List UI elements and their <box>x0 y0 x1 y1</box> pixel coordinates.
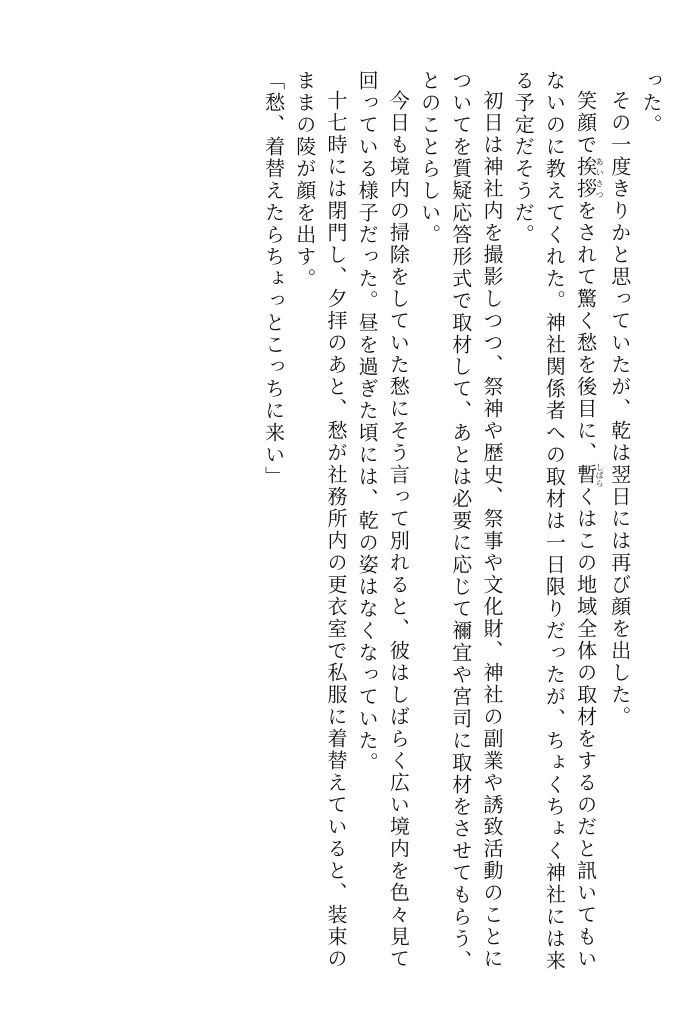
vertical-text-body <box>257 70 666 975</box>
text-segment: 笑顔で <box>573 90 598 156</box>
ruby-base: 挨拶 <box>573 156 598 200</box>
text-segment: くはこの地域全体の取材をするのだと訊いてもいないのに教えてくれた。神社関係者への取材は一日限りだったが、ちょくちょく神社には来る予定だそうだ。 <box>511 70 598 972</box>
text-segment: った。 <box>639 70 663 136</box>
paragraph <box>604 70 635 975</box>
ruby-annotated-word <box>573 156 605 200</box>
ruby-reading: しばら <box>595 463 605 487</box>
paragraph-continuation <box>635 70 666 975</box>
text-segment: をされて驚く愁を後目に、 <box>573 200 598 464</box>
ruby-annotated-word <box>573 463 605 487</box>
text-segment: 「愁、着替えたらちょっとこっちに来い」 <box>261 70 286 488</box>
text-segment: 十七時には閉門し、夕拝のあと、愁が社務所内の更衣室で私服に着替えていると、装束のままの陵が顔を出す。 <box>292 70 348 970</box>
paragraph <box>351 70 413 975</box>
paragraph <box>507 70 604 975</box>
ruby-reading: あいさつ <box>595 156 605 200</box>
ruby-base: 暫 <box>573 463 598 487</box>
text-segment: その一度きりかと思っていたが、乾は翌日には再び顔を出した。 <box>607 90 632 728</box>
dialogue-line <box>257 70 288 975</box>
text-segment: 初日は神社内を撮影しつつ、祭神や歴史、祭事や文化財、神社の副業や誘致活動のことについてを質疑応答形式で取材して、あとは必要に応じて禰宜や宮司に取材をさせてもらう、とのことらしい。 <box>417 70 504 972</box>
paragraph <box>413 70 507 975</box>
text-segment: 今日も境内の掃除をしていた愁にそう言って別れると、彼はしばらく広い境内を色々見て回っている様子だった。昼を過ぎた頃には、乾の姿はなくなっていた。 <box>355 70 411 970</box>
paragraph <box>289 70 351 975</box>
